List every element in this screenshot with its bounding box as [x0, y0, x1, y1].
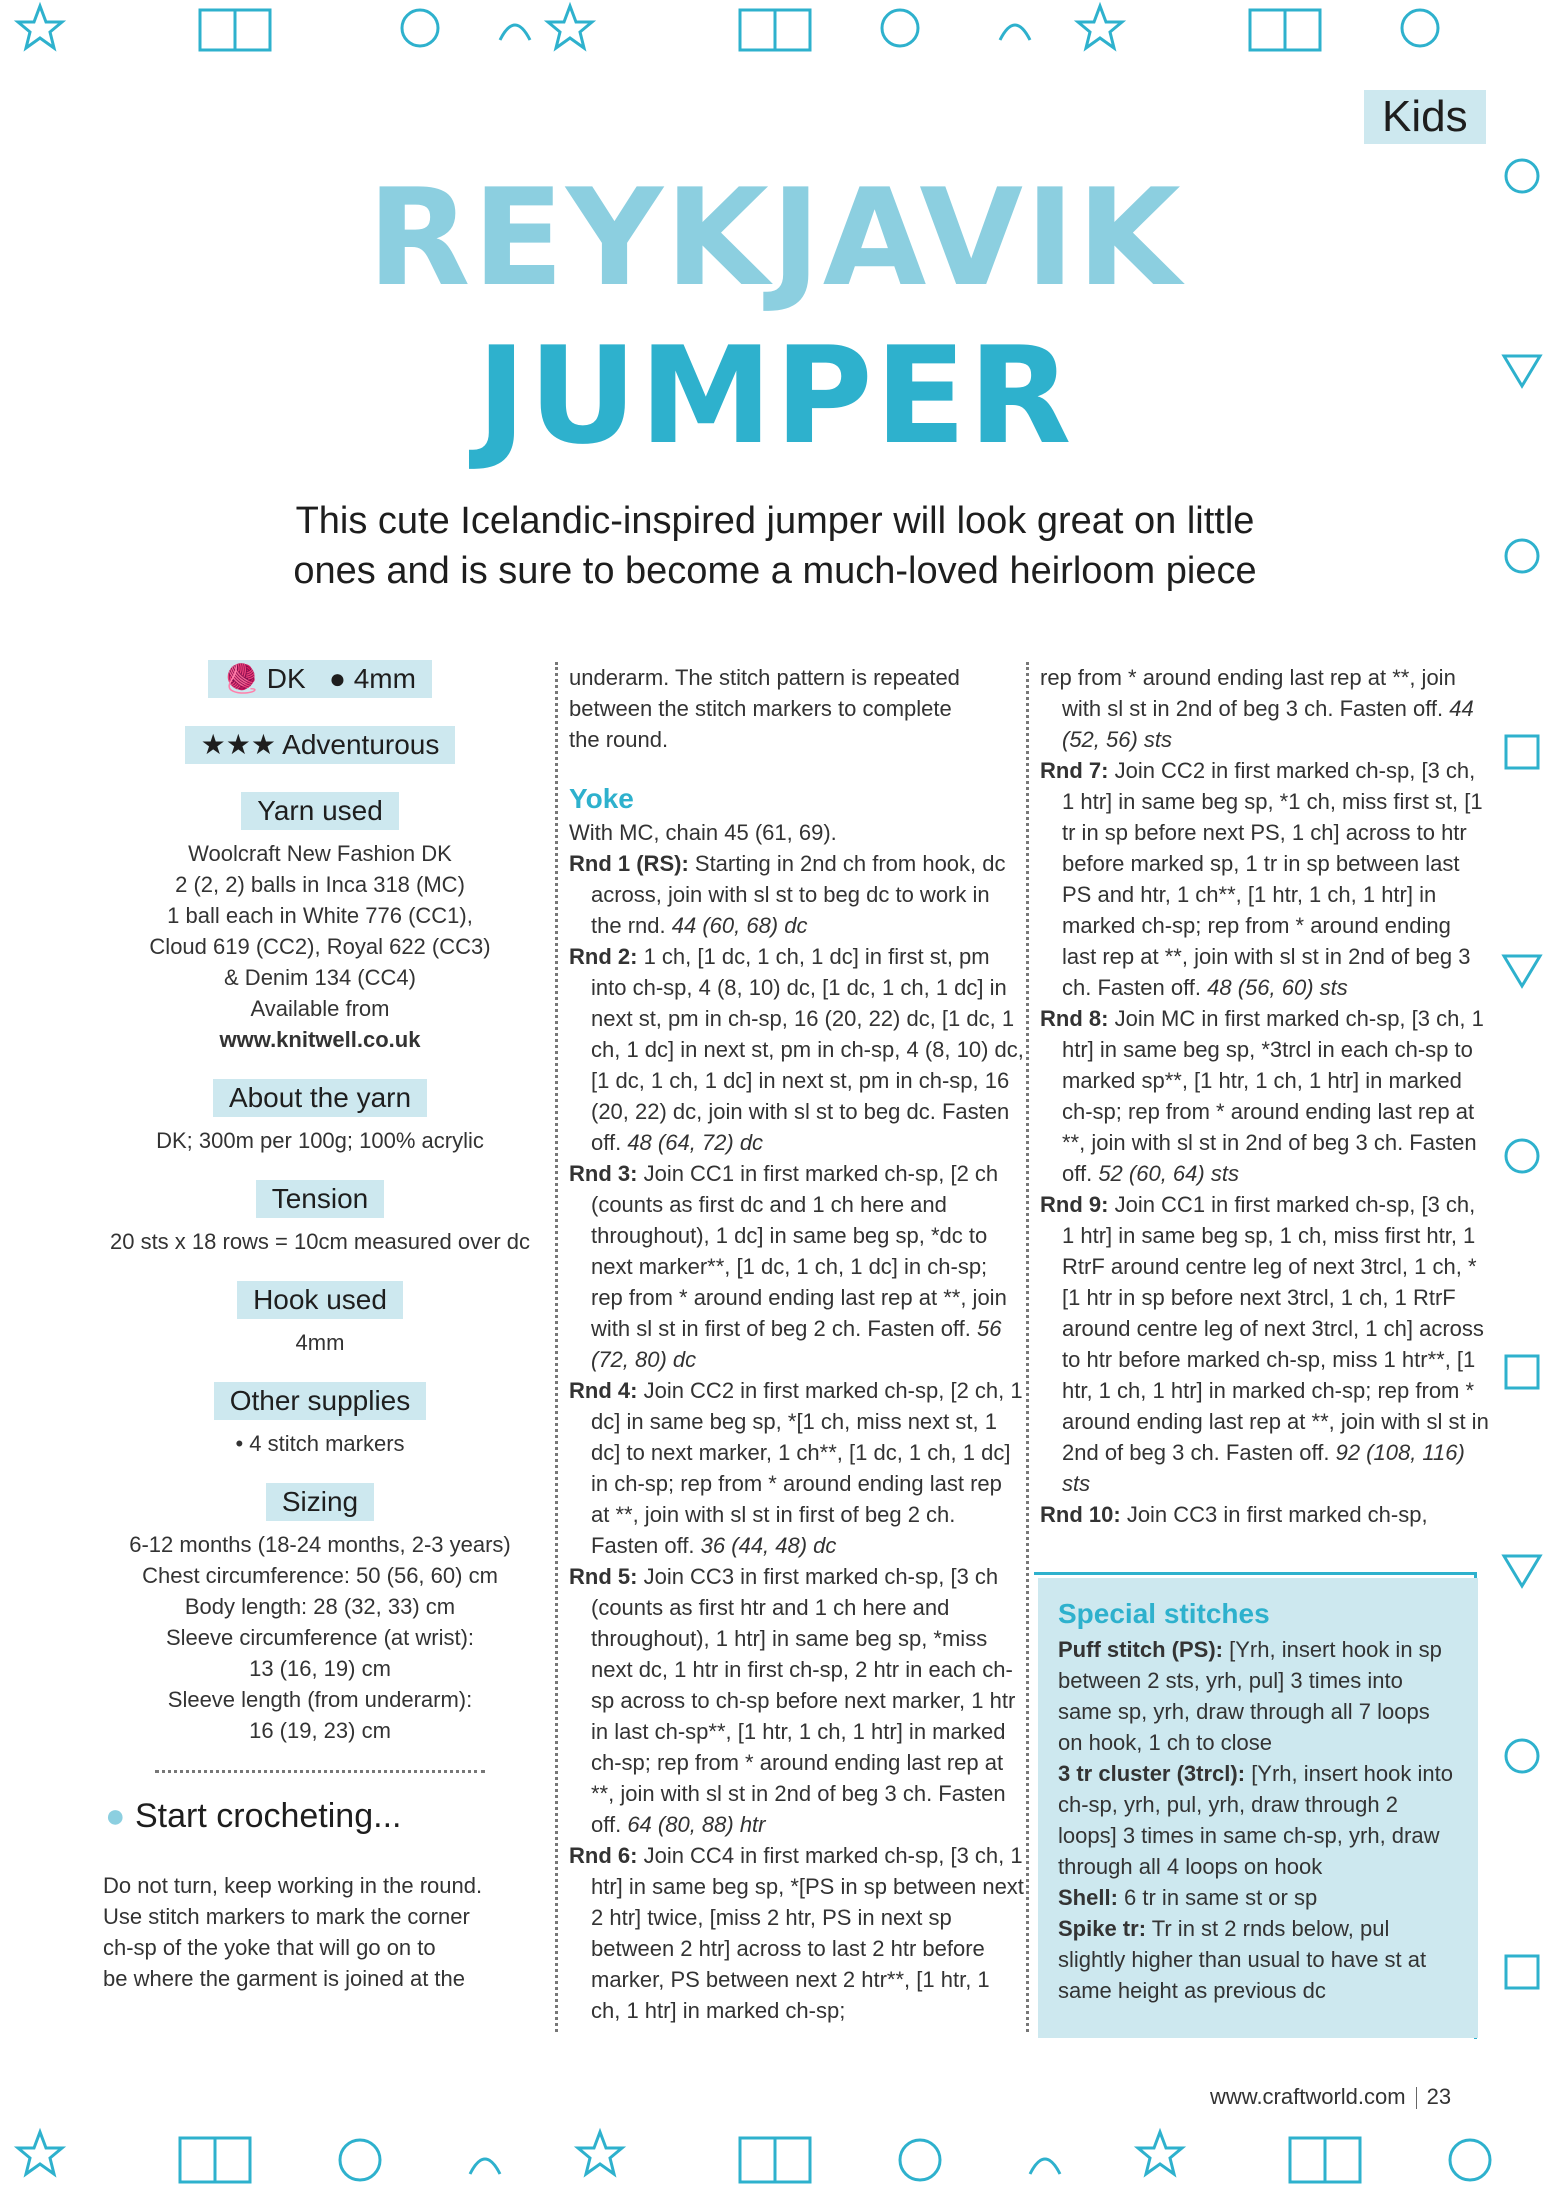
pattern-column-2	[569, 662, 1024, 2026]
tension-text: 20 sts x 18 rows = 10cm measured over dc	[109, 1229, 531, 1254]
other-supplies-block	[95, 1382, 545, 1459]
decorative-border-top	[0, 0, 1550, 56]
difficulty-chip	[185, 726, 456, 764]
about-yarn-block	[95, 1079, 545, 1156]
yarn-line: & Denim 134 (CC4)	[224, 965, 416, 990]
yarn-used-heading: Yarn used	[241, 792, 399, 830]
yoke-heading: Yoke	[569, 783, 634, 814]
about-yarn-heading: About the yarn	[213, 1079, 427, 1117]
stitch-definition: Puff stitch (PS): [Yrh, insert hook in sp between 2 sts, yrh, pul] 3 times into same sp, yrh, draw through all 7 loops on hook, 1 ch to close	[1058, 1637, 1442, 1755]
body-line: be where the garment is joined at the	[103, 1966, 466, 1991]
sizing-block	[95, 1483, 545, 1746]
stitch-definition: Shell: 6 tr in same st or sp	[1058, 1885, 1318, 1910]
hook-used-heading: Hook used	[237, 1281, 403, 1319]
festive-pattern-icon	[0, 2118, 1550, 2191]
round-instruction: Rnd 4: Join CC2 in first marked ch-sp, [2 ch, 1 dc] in same beg sp, *[1 ch, miss next st, 1 dc] to next marker, 1 ch**, [1 dc, 1 ch, 1 dc] in ch-sp; rep from * around ending last rep at **, join with sl st in first of beg 2 ch. Fasten off. 36 (44, 48) dc	[569, 1378, 1023, 1558]
hook-icon: ●	[328, 663, 346, 694]
divider	[155, 1770, 485, 1773]
body-line: underarm. The stitch pattern is repeated	[569, 665, 960, 690]
yarn-line: Cloud 619 (CC2), Royal 622 (CC3)	[149, 934, 491, 959]
difficulty-label: Adventurous	[282, 729, 440, 760]
pattern-column-3	[1040, 662, 1490, 1530]
yarn-weight: DK	[266, 663, 306, 694]
page-footer	[1210, 2084, 1451, 2110]
round-instruction: Rnd 2: 1 ch, [1 dc, 1 ch, 1 dc] in first st, pm into ch-sp, 4 (8, 10) dc, [1 dc, 1 ch, 1 dc] in next st, pm in ch-sp, 16 (20, 22) dc, [1 dc, 1 ch, 1 dc] in next st, pm in ch-sp, 4 (8, 10) dc, [1 dc, 1 ch, 1 dc] in next st, pm in ch-sp, 16 (20, 22) dc, join with sl st to beg dc. Fasten off. 48 (64, 72) dc	[569, 944, 1024, 1155]
footer-separator	[1416, 2087, 1417, 2109]
other-supplies-text: • 4 stitch markers	[235, 1431, 405, 1456]
sizing-line: 6-12 months (18-24 months, 2-3 years)	[129, 1532, 511, 1557]
pattern-info-column	[95, 660, 545, 1994]
page-title-line2: JUMPER	[476, 318, 1074, 474]
sizing-line: Sleeve circumference (at wrist):	[165, 1625, 475, 1650]
yarn-line: Woolcraft New Fashion DK	[188, 841, 452, 866]
yoke-intro: With MC, chain 45 (61, 69).	[569, 820, 837, 845]
round-instruction: Rnd 6: Join CC4 in first marked ch-sp, [3 ch, 1 htr] in same beg sp, *[PS in sp between next 2 htr] twice, [miss 2 htr, PS in next sp between 2 htr] across to last 2 htr before marker, PS between next 2 htr**, [1 htr, 1 ch, 1 htr] in marked ch-sp;	[569, 1843, 1024, 2023]
about-yarn-text: DK; 300m per 100g; 100% acrylic	[156, 1128, 484, 1153]
yarn-line: 2 (2, 2) balls in Inca 318 (MC)	[175, 872, 465, 897]
decorative-border-bottom	[0, 2118, 1550, 2191]
column-divider	[1026, 662, 1029, 2032]
difficulty-stars-icon: ★★★	[200, 729, 276, 760]
round-instruction: Rnd 3: Join CC1 in first marked ch-sp, [2 ch (counts as first dc and 1 ch here and throughout), 1 dc] in same beg sp, *dc to next marker**, [1 dc, 1 ch, 1 dc] in ch-sp; rep from * around ending last rep at **, join with sl st in first of beg 2 ch. Fasten off. 56 (72, 80) dc	[569, 1161, 1007, 1372]
footer-url[interactable]: www.craftworld.com	[1210, 2084, 1406, 2109]
hook-size: 4mm	[353, 663, 416, 694]
festive-pattern-icon	[0, 0, 1550, 56]
round-instruction: Rnd 10: Join CC3 in first marked ch-sp,	[1040, 1502, 1428, 1527]
sizing-line: Body length: 28 (32, 33) cm	[184, 1594, 456, 1619]
tension-block	[95, 1180, 545, 1257]
body-line: Use stitch markers to mark the corner	[103, 1904, 470, 1929]
standfirst-line: This cute Icelandic-inspired jumper will look great on little	[295, 500, 1255, 542]
stitch-definition: 3 tr cluster (3trcl): [Yrh, insert hook into ch-sp, yrh, pul, yrh, draw through 2 loops] 3 times in same ch-sp, yrh, draw through all 4 loops on hook	[1058, 1761, 1453, 1879]
column-divider	[555, 662, 558, 2032]
sizing-heading: Sizing	[266, 1483, 374, 1521]
section-tag: Kids	[1364, 90, 1486, 144]
round-continuation: rep from * around ending last rep at **, join with sl st in 2nd of beg 3 ch. Fasten off. 44 (52, 56) sts	[1040, 665, 1474, 752]
other-supplies-heading: Other supplies	[214, 1382, 427, 1420]
start-crocheting-text	[103, 1870, 545, 1994]
sizing-line: 13 (16, 19) cm	[249, 1656, 391, 1681]
page-title-line1: REYKJAVIK	[367, 160, 1183, 316]
body-line: between the stitch markers to complete	[569, 696, 952, 721]
sizing-line: 16 (19, 23) cm	[249, 1718, 391, 1743]
yarn-ball-icon: 🧶	[224, 663, 259, 694]
start-crocheting-heading	[105, 1797, 545, 1836]
yarn-used-block	[95, 792, 545, 1055]
start-heading-text: Start crocheting...	[135, 1797, 402, 1835]
round-instruction: Rnd 9: Join CC1 in first marked ch-sp, [3 ch, 1 htr] in same beg sp, 1 ch, miss first htr, 1 RtrF around centre leg of next 3trcl, 1 ch, *[1 htr in sp before next 3trcl, 1 ch, 1 RtrF around centre leg of next 3trcl, 1 ch] across to htr before marked ch-sp, miss 1 htr**, [1 htr, 1 ch, 1 htr] in marked ch-sp; rep from * around ending last rep at **, join with sl st in 2nd of beg 3 ch. Fasten off. 92 (108, 116) sts	[1040, 1192, 1489, 1496]
standfirst	[200, 496, 1350, 596]
hook-used-text: 4mm	[295, 1330, 345, 1355]
tension-heading: Tension	[256, 1180, 385, 1218]
sizing-line: Chest circumference: 50 (56, 60) cm	[142, 1563, 498, 1588]
special-stitches-heading: Special stitches	[1058, 1598, 1270, 1629]
yarn-stockist-link[interactable]: www.knitwell.co.uk	[219, 1027, 421, 1052]
round-instruction: Rnd 7: Join CC2 in first marked ch-sp, [3 ch, 1 htr] in same beg sp, *1 ch, miss first st, [1 tr in sp before next PS, 1 ch] across to htr before marked sp, 1 tr in sp between last PS and htr, 1 ch**, [1 htr, 1 ch, 1 htr] in marked ch-sp; rep from * around ending last rep at **, join with sl st in 2nd of beg 3 ch. Fasten off. 48 (56, 60) sts	[1040, 758, 1483, 1000]
yarn-line: 1 ball each in White 776 (CC1),	[167, 903, 473, 928]
round-instruction: Rnd 5: Join CC3 in first marked ch-sp, [3 ch (counts as first htr and 1 ch here and throughout), 1 htr] in same beg sp, *miss next dc, 1 htr in first ch-sp, 2 htr in each ch-sp across to ch-sp before next marker, 1 htr in last ch-sp**, [1 htr, 1 ch, 1 htr] in marked ch-sp; rep from * around ending last rep at **, join with sl st in 2nd of beg 3 ch. Fasten off. 64 (80, 88) htr	[569, 1564, 1016, 1837]
stitch-definition: Spike tr: Tr in st 2 rnds below, pul slightly higher than usual to have st at same height as previous dc	[1058, 1916, 1427, 2003]
hook-used-block	[95, 1281, 545, 1358]
sizing-line: Sleeve length (from underarm):	[167, 1687, 473, 1712]
page-number: 23	[1426, 2084, 1452, 2109]
body-line: Do not turn, keep working in the round.	[103, 1873, 483, 1898]
yarn-ball-icon: ●	[105, 1797, 126, 1835]
body-line: ch-sp of the yoke that will go on to	[103, 1935, 436, 1960]
special-stitches-box	[1038, 1578, 1478, 2038]
standfirst-line: ones and is sure to become a much-loved heirloom piece	[293, 550, 1257, 592]
yarn-line: Available from	[250, 996, 390, 1021]
round-instruction: Rnd 1 (RS): Starting in 2nd ch from hook, dc across, join with sl st to beg dc to work in the rnd. 44 (60, 68) dc	[569, 851, 1006, 938]
body-line: the round.	[569, 727, 669, 752]
round-instruction: Rnd 8: Join MC in first marked ch-sp, [3 ch, 1 htr] in same beg sp, *3trcl in each ch-sp to marked sp**, [1 htr, 1 ch, 1 htr] in marked ch-sp; rep from * around ending last rep at **, join with sl st in 2nd of beg 3 ch. Fasten off. 52 (60, 64) sts	[1040, 1006, 1484, 1186]
yarn-weight-chip	[208, 660, 432, 698]
